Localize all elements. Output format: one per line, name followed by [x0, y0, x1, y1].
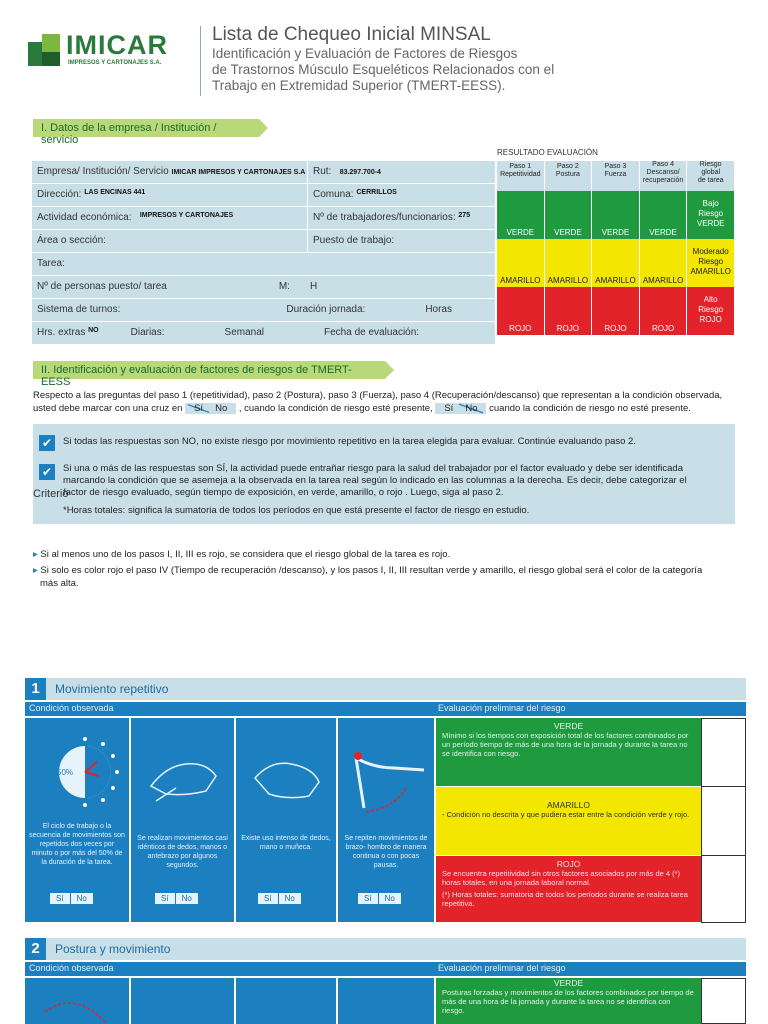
- turnos-label: Sistema de turnos:: [37, 304, 121, 315]
- criterio-2-line: factor de riesgo evaluado, según tiempo de exposición, en verde, amarillo, o rojo . Luego, siga al paso 2.: [63, 487, 504, 498]
- horas-totales-note: *Horas totales: significa la sumatoria de todos los períodos en que está presente el factor de riesgo en estudio.: [63, 505, 530, 516]
- criterio-1-text: Si todas las respuestas son NO, no existe riesgo por movimiento repetitivo en la tarea elegida para evaluar. Continúe evaluando paso 2.: [63, 436, 636, 447]
- amarillo-label: AMARILLO: [595, 276, 636, 285]
- resultado-title: RESULTADO EVALUACIÓN: [497, 148, 598, 157]
- no-option[interactable]: No: [379, 893, 402, 904]
- fecha-label: Fecha de evaluación:: [324, 327, 420, 338]
- verde-text: Posturas forzadas y movimientos de los factores combinados por tiempo de más de una hora de la jornada y durante la tarea no se identifica con riesgo.: [442, 988, 694, 1015]
- result-header-paso3: [592, 161, 640, 191]
- verde-cell-paso4[interactable]: [640, 191, 688, 239]
- rut-value: 83.297.700-4: [339, 169, 381, 176]
- condicion-label: Condición observada: [29, 703, 114, 713]
- amarillo-label: AMARILLO: [500, 276, 541, 285]
- panel-4-text: Se repiten movimientos de brazo- hombro de manera continua o con pocas pausas.: [344, 835, 428, 869]
- si-option[interactable]: Sí: [258, 893, 279, 904]
- panel-4-si-no[interactable]: [358, 893, 402, 904]
- duracion-label: Duración jornada:: [286, 304, 366, 315]
- tarea-field[interactable]: [32, 253, 496, 275]
- criterio-box: [33, 424, 735, 524]
- intro-text-b: , cuando la condición de riesgo esté presente,: [238, 403, 433, 414]
- header-line: Paso 1: [509, 163, 532, 170]
- area-label: Área o sección:: [37, 235, 106, 246]
- rule-text-continued: más alta.: [40, 578, 79, 589]
- factor1-rojo-eval: [436, 856, 701, 922]
- no-option[interactable]: No: [176, 893, 199, 904]
- factor1-verde-eval: [436, 718, 701, 786]
- tarea-label: Tarea:: [37, 258, 65, 269]
- fingers-icon: [146, 746, 221, 806]
- horas-label: Horas: [425, 304, 452, 315]
- h-label: H: [309, 281, 318, 292]
- direccion-label: Dirección:: [37, 189, 82, 200]
- rojo-title: ROJO: [556, 859, 581, 869]
- extras-field[interactable]: [32, 322, 496, 344]
- verde-label: VERDE: [649, 228, 677, 237]
- criterio-label: Criterio: [33, 488, 69, 500]
- factor1-panel-3: [236, 718, 336, 922]
- check-icon: ✔: [39, 435, 55, 451]
- resultado-grid: [497, 161, 735, 335]
- rut-label: Rut:: [313, 166, 332, 177]
- si-option[interactable]: Sí: [50, 893, 71, 904]
- no-option[interactable]: No: [71, 893, 94, 904]
- header-line: Paso 2: [556, 163, 579, 170]
- no-crossed: No: [459, 403, 483, 414]
- rojo-label: ROJO: [651, 324, 675, 333]
- moderado-label: Moderado: [692, 247, 729, 256]
- trabajadores-field[interactable]: [308, 207, 496, 229]
- rule-item: [33, 548, 743, 561]
- subtitle-line: de Trastornos Músculo Esqueléticos Relacionados con el: [212, 62, 555, 77]
- result-header-paso4: [640, 161, 688, 191]
- rojo-cell-paso2[interactable]: [545, 287, 593, 335]
- datos-table: [32, 161, 496, 345]
- trabajadores-label: Nº de trabajadores/funcionarios:: [313, 212, 456, 223]
- result-header-paso1: [497, 161, 545, 191]
- criterio-2-text: [63, 463, 743, 517]
- factor2-panel-3: [236, 978, 336, 1024]
- logo-subtitle: IMPRESOS Y CARTONAJES S.A.: [68, 60, 162, 66]
- verde-label: VERDE: [696, 219, 725, 228]
- factor1-amarillo-eval: [436, 787, 701, 855]
- rules-list: [33, 548, 743, 590]
- bajo-label: Bajo: [702, 199, 719, 208]
- intro-line-2: [33, 402, 743, 415]
- hand-tool-icon: [251, 748, 323, 808]
- trabajadores-value: 275: [458, 212, 471, 219]
- actividad-value: IMPRESOS Y CARTONAJES: [139, 212, 234, 219]
- criterio-2-line: marcando la condición que se asemeja a la observada en la tarea real según lo indicado en las columnas a la derecha. Es decir, debe categorizar el: [63, 475, 687, 486]
- si-label: Sí: [444, 403, 454, 414]
- intro-line-1: Respecto a las preguntas del paso 1 (repetitividad), paso 2 (Postura), paso 3 (Fuerza), paso 4 (Recuperación/descanso) que representan a la condición observada,: [33, 390, 723, 401]
- factor1-panel-2: [131, 718, 234, 922]
- actividad-label: Actividad económica:: [37, 212, 132, 223]
- factor2-title: Postura y movimiento: [55, 942, 171, 956]
- panel-1-text: El ciclo de trabajo o la secuencia de movimientos son repetidos dos veces por minuto o por más del 50% de la duración de la tarea.: [29, 823, 125, 866]
- factor1-verde-checkbox[interactable]: [701, 718, 746, 787]
- bullet-icon: ▸: [33, 549, 38, 560]
- extras-value: NO: [88, 327, 99, 334]
- header-line: Riesgo: [699, 161, 722, 168]
- check-icon: ✔: [39, 464, 55, 480]
- riesgo-label: Riesgo: [698, 257, 724, 266]
- amarillo-title: AMARILLO: [547, 800, 590, 810]
- empresa-value: IMICAR IMPRESOS Y CARTONAJES S.A: [171, 169, 306, 176]
- section1-banner: I. Datos de la empresa / Institución / servicio: [33, 119, 259, 137]
- si-option[interactable]: Sí: [155, 893, 176, 904]
- riesgo-label: Riesgo: [698, 209, 724, 218]
- factor2-number: 2: [25, 938, 46, 960]
- extras-label: Hrs. extras: [37, 327, 86, 338]
- posture-icon: [35, 982, 125, 1024]
- factor1-title: Movimiento repetitivo: [55, 682, 169, 696]
- evaluacion-label: Evaluación preliminar del riesgo: [438, 963, 566, 973]
- clock-percent: 50%: [57, 768, 74, 777]
- section2-banner: II. Identificación y evaluación de factores de riesgos de TMERT-EESS: [33, 361, 385, 379]
- page-subtitle: [212, 46, 592, 94]
- empresa-label: Empresa/ Institución/ Servicio: [37, 166, 169, 177]
- verde-cell-global[interactable]: [687, 191, 735, 239]
- criterio-2-line: Si una o más de las respuestas son SÍ, la actividad puede entrañar riesgo para la salud del trabajador por el factor evaluado y debe ser identificada: [63, 463, 683, 474]
- intro-text-c: cuando la condición de riesgo no esté presente.: [489, 403, 691, 414]
- rut-field[interactable]: [308, 161, 496, 183]
- factor1-rojo-checkbox[interactable]: [701, 855, 746, 923]
- subtitle-line: Trabajo en Extremidad Superior (TMERT-EESS).: [212, 78, 506, 93]
- comuna-label: Comuna:: [313, 189, 354, 200]
- result-header-paso2: [545, 161, 593, 191]
- panel-2-text: Se realizan movimientos casi idénticos de dedos, manos o antebrazo por algunos segundos.: [137, 835, 228, 869]
- panel-1-si-no[interactable]: [50, 893, 94, 904]
- imicar-logo-mark: [28, 34, 60, 66]
- semanal-label: Semanal: [224, 327, 264, 338]
- direccion-value: LAS ENCINAS 441: [84, 189, 146, 196]
- comuna-value: CERRILLOS: [356, 189, 397, 196]
- factor2-header: [25, 938, 746, 960]
- empresa-field[interactable]: [32, 161, 308, 183]
- verde-title: VERDE: [553, 978, 584, 988]
- verde-cell-paso1[interactable]: [497, 191, 545, 239]
- verde-title: VERDE: [553, 721, 584, 731]
- amarillo-label: AMARILLO: [547, 276, 589, 285]
- rojo-text: Se encuentra repetitividad sin otros factores asociados por más de 4 (*) horas totales, en una jornada laboral normal.: [442, 869, 681, 887]
- header-line: Paso 4: [652, 161, 674, 168]
- rojo-cell-paso4[interactable]: [640, 287, 688, 335]
- condicion-label: Condición observada: [29, 963, 114, 973]
- verde-label: VERDE: [554, 228, 582, 237]
- intro-text-a: usted debe marcar con una cruz en: [33, 403, 183, 414]
- factor2-verde-eval: [436, 978, 701, 1024]
- factor1-panel-1: [25, 718, 129, 922]
- si-no-example-1: [185, 403, 236, 414]
- amarillo-cell-paso1[interactable]: [497, 239, 545, 287]
- factor2-panel-1: [25, 978, 129, 1024]
- verde-label: VERDE: [506, 228, 535, 237]
- header-line: de tarea: [697, 177, 724, 184]
- header-line: Fuerza: [604, 171, 627, 178]
- rule-item: [33, 564, 743, 577]
- header-line: global: [701, 169, 721, 176]
- header-line: Repetitividad: [500, 171, 541, 178]
- amarillo-cell-paso4[interactable]: [640, 239, 688, 287]
- result-header-global: [687, 161, 735, 191]
- personas-field[interactable]: [32, 276, 496, 298]
- verde-text: Mínimo si los tiempos con exposición total de los factores combinados por un período tiempo de más de una hora de la jornada y durante la tarea no se identifica con riesgo.: [442, 731, 689, 758]
- factor1-amarillo-checkbox[interactable]: [701, 786, 746, 856]
- si-no-example-2: [435, 403, 486, 414]
- panel-2-si-no[interactable]: [155, 893, 199, 904]
- rule-text: Si al menos uno de los pasos I, II, III es rojo, se considera que el riesgo global de la tarea es rojo.: [40, 549, 451, 560]
- rojo-footnote: (*) Horas totales: sumatoria de todos los períodos durante se realiza tarea repetitiva.: [442, 890, 688, 908]
- factor2-verde-checkbox[interactable]: [701, 978, 746, 1024]
- panel-3-si-no[interactable]: [258, 893, 302, 904]
- verde-label: VERDE: [601, 228, 630, 237]
- verde-cell-paso2[interactable]: [545, 191, 593, 239]
- amarillo-cell-paso3[interactable]: [592, 239, 640, 287]
- bullet-icon: ▸: [33, 565, 38, 576]
- si-option[interactable]: Sí: [358, 893, 379, 904]
- factor1-subheader: [25, 702, 746, 716]
- diarias-label: Diarias:: [130, 327, 165, 338]
- page-title: Lista de Chequeo Inicial MINSAL: [212, 24, 491, 45]
- factor1-number: 1: [25, 678, 46, 700]
- amarillo-label: AMARILLO: [690, 267, 731, 276]
- header-divider: [200, 26, 201, 96]
- si-crossed: Sí: [188, 403, 209, 414]
- factor2-panel-2: [131, 978, 234, 1024]
- amarillo-cell-paso2[interactable]: [545, 239, 593, 287]
- amarillo-text: - Condición no descrita y que pudiera estar entre la condición verde y rojo.: [442, 810, 690, 819]
- rojo-label: ROJO: [509, 324, 532, 333]
- comuna-field[interactable]: [308, 184, 496, 206]
- rojo-label: ROJO: [556, 324, 579, 333]
- factor1-panel-4: [338, 718, 434, 922]
- area-field[interactable]: [32, 230, 308, 252]
- verde-cell-paso3[interactable]: [592, 191, 640, 239]
- rule-text: Si solo es color rojo el paso IV (Tiempo de recuperación /descanso), y los pasos I, II, III resultan verde y amarillo, el riesgo global será el color de la categoría: [40, 565, 703, 576]
- rojo-cell-global[interactable]: [687, 287, 735, 335]
- factor2-panel-4: [338, 978, 434, 1024]
- direccion-field[interactable]: [32, 184, 308, 206]
- header-line: Postura: [555, 171, 580, 178]
- header-line: Paso 3: [604, 163, 627, 170]
- amarillo-label: AMARILLO: [642, 276, 684, 285]
- rojo-label: ROJO: [604, 324, 627, 333]
- puesto-label: Puesto de trabajo:: [313, 235, 395, 246]
- amarillo-cell-global[interactable]: [687, 239, 735, 287]
- panel-3-text: Existe uso intenso de dedos, mano o muñeca.: [241, 835, 331, 851]
- alto-label: Alto: [703, 295, 718, 304]
- logo-name: IMICAR: [66, 30, 168, 60]
- no-option[interactable]: No: [279, 893, 302, 904]
- header-line: Descanso/: [646, 169, 680, 176]
- factor2-subheader: [25, 962, 746, 976]
- m-label: M:: [278, 281, 290, 292]
- actividad-field[interactable]: [32, 207, 308, 229]
- subtitle-line: Identificación y Evaluación de Factores de Riesgos: [212, 46, 518, 61]
- arm-movement-icon: [344, 738, 430, 818]
- rojo-label: ROJO: [699, 315, 722, 324]
- personas-label: Nº de personas puesto/ tarea: [37, 281, 167, 292]
- riesgo-label: Riesgo: [698, 305, 724, 314]
- puesto-field[interactable]: [308, 230, 496, 252]
- rojo-cell-paso3[interactable]: [592, 287, 640, 335]
- rojo-cell-paso1[interactable]: [497, 287, 545, 335]
- evaluacion-label: Evaluación preliminar del riesgo: [438, 703, 566, 713]
- factor1-header: [25, 678, 746, 700]
- header-line: recuperación: [642, 177, 684, 184]
- no-label: No: [215, 403, 228, 414]
- turnos-field[interactable]: [32, 299, 496, 321]
